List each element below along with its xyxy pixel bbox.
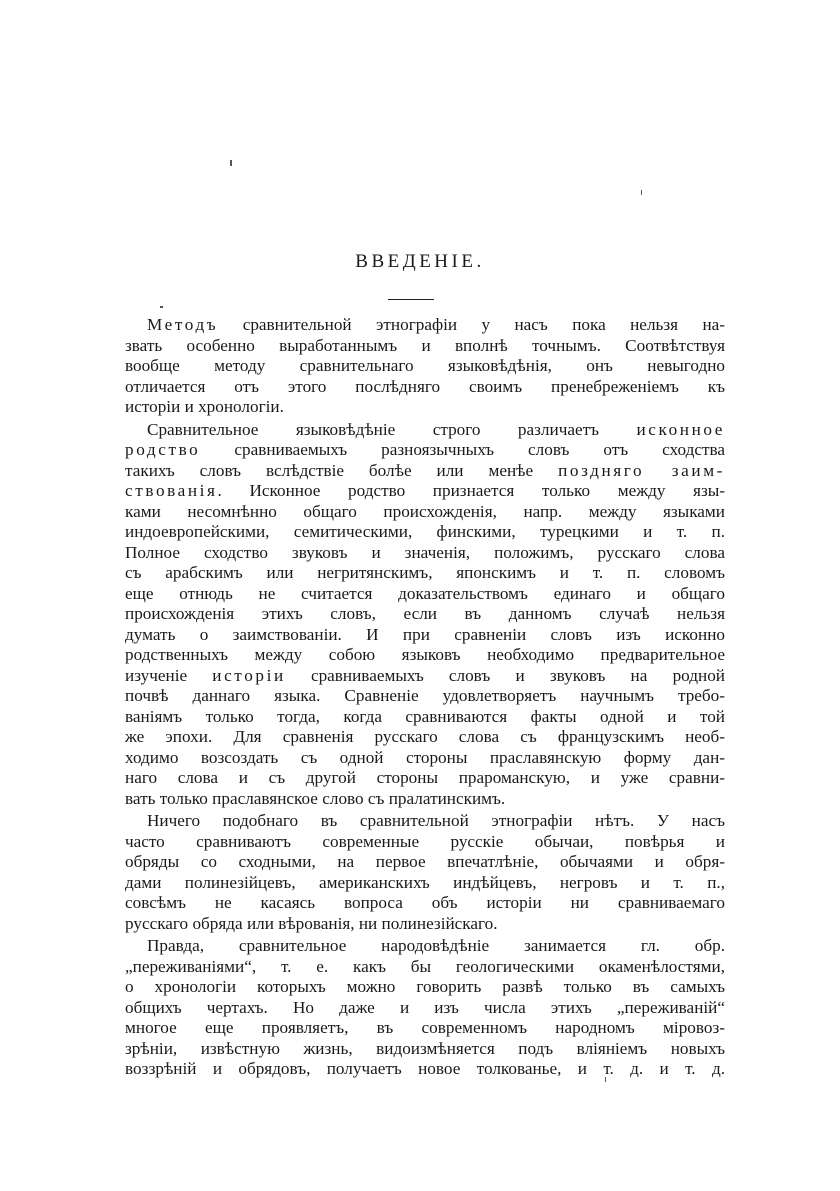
text-line [125, 727, 725, 748]
text-line [125, 336, 725, 357]
text-line [125, 563, 725, 584]
text-run: почвѣ даннаго языка. Сравненіе удовлетворяетъ научнымъ требо- [125, 686, 725, 705]
text-run: изученіе [125, 665, 213, 685]
text-line [125, 522, 725, 543]
text-line [125, 502, 725, 523]
text-line [125, 707, 725, 728]
text-line [125, 914, 725, 935]
text-line [125, 748, 725, 769]
text-run: звать особенно выработаннымъ и вполнѣ точнымъ. Соотвѣтствуя [125, 335, 725, 355]
text-run: Правда, сравнительное народовѣдѣніе занимается гл. обр. [147, 936, 725, 955]
text-run: исторіи и хронологіи. [125, 397, 284, 416]
text-run: совсѣмъ не касаясь вопроса объ исторіи ни сравниваемаго [125, 893, 725, 912]
text-line [125, 584, 725, 605]
spaced-emphasis: Методъ [147, 315, 219, 334]
paragraph [125, 811, 725, 934]
text-line [125, 998, 725, 1019]
paragraph [125, 315, 725, 418]
text-run: обряды со сходными, на первое впечатлѣніе, обычаями и обря- [125, 852, 725, 871]
text-run: общихъ чертахъ. Но даже и изъ числа этихъ „переживаній“ [125, 997, 725, 1017]
text-line [125, 645, 725, 666]
text-line [125, 936, 725, 957]
text-line [125, 1018, 725, 1039]
text-run: съ арабскимъ или негритянскимъ, японскимъ и т. п. словомъ [125, 563, 725, 582]
text-line [125, 461, 725, 482]
text-run: отличается отъ этого послѣдняго своимъ пренебреженіемъ къ [125, 376, 725, 396]
text-line [125, 811, 725, 832]
text-run: Сравнительное языковѣдѣніе строго различаетъ [147, 419, 637, 439]
text-line [125, 832, 725, 853]
spaced-emphasis: исторіи [212, 665, 286, 685]
text-run: ваніямъ только тогда, когда сравниваются факты одной и той [125, 706, 725, 726]
text-run: родственныхъ между собою языковъ необходимо предварительное [125, 645, 725, 664]
spaced-emphasis: ствованія [125, 481, 218, 500]
text-line [125, 977, 725, 998]
text-run: зрѣніи, извѣстную жизнь, видоизмѣняется подъ вліяніемъ новыхъ [125, 1038, 725, 1058]
spaced-emphasis: исконное [636, 419, 725, 439]
text-line [125, 789, 725, 810]
print-speck [160, 306, 163, 308]
text-run: дами полинезійцевъ, американскихъ индѣйцевъ, негровъ и т. п., [125, 872, 725, 892]
paragraph [125, 420, 725, 810]
text-run: Полное сходство звуковъ и значенія, положимъ, русскаго слова [125, 542, 725, 562]
text-run: . Исконное родство признается только между язы- [217, 481, 725, 500]
text-run: ходимо возсоздать съ одной стороны праславянскую форму дан- [125, 747, 725, 767]
text-line [125, 377, 725, 398]
text-line [125, 957, 725, 978]
text-run: о хронологіи которыхъ можно говорить развѣ только въ самыхъ [125, 977, 725, 996]
text-run: же эпохи. Для сравненія русскаго слова съ французскимъ необ- [125, 727, 725, 746]
text-run: думать о заимствованіи. И при сравненіи словъ изъ исконно [125, 624, 725, 644]
text-line [125, 420, 725, 441]
print-speck [641, 190, 642, 195]
text-line [125, 768, 725, 789]
text-run: ками несомнѣнно общаго происхожденія, напр. между языками [125, 501, 725, 521]
text-line [125, 1059, 725, 1080]
text-line [125, 625, 725, 646]
text-run: индоевропейскими, семитическими, финскими, турецкими и т. п. [125, 522, 725, 541]
text-run: многое еще проявляетъ, въ современномъ народномъ міровоз- [125, 1018, 725, 1037]
text-run: сравнительной этнографіи у насъ пока нельзя на- [218, 315, 725, 334]
paragraph [125, 936, 725, 1080]
text-run: Ничего подобнаго въ сравнительной этнографіи нѣтъ. У насъ [147, 811, 725, 830]
text-line [125, 440, 725, 461]
text-line [125, 356, 725, 377]
text-line [125, 686, 725, 707]
spaced-emphasis: родство [125, 440, 201, 459]
text-run: вообще методу сравнительнаго языковѣдѣнія, онъ невыгодно [125, 356, 725, 375]
page-heading: ВВЕДЕНІЕ. [355, 251, 485, 272]
text-line [125, 873, 725, 894]
text-line [125, 1039, 725, 1060]
heading-divider [388, 299, 434, 300]
text-line [125, 481, 725, 502]
print-speck [230, 160, 232, 166]
text-line [125, 893, 725, 914]
text-run: наго слова и съ другой стороны прароманскую, и уже сравни- [125, 768, 725, 787]
text-line [125, 666, 725, 687]
text-line [125, 543, 725, 564]
text-line [125, 852, 725, 873]
text-run: сравниваемыхъ словъ и звуковъ на родной [285, 665, 725, 685]
text-line [125, 397, 725, 418]
text-run: часто сравниваютъ современные русскіе обычаи, повѣрья и [125, 831, 725, 851]
text-run: вать только праславянское слово съ пралатинскимъ. [125, 788, 506, 808]
text-run: воззрѣній и обрядовъ, получаетъ новое толкованье, и т. д. и т. д. [125, 1059, 725, 1078]
text-run: „переживаніями“, т. е. какъ бы геологическими окаменѣлостями, [125, 956, 725, 976]
body-text [125, 315, 725, 1080]
text-run: русскаго обряда или вѣрованія, ни полинезійскаго. [125, 913, 498, 933]
text-run: такихъ словъ вслѣдствіе болѣе или менѣе [125, 460, 559, 480]
spaced-emphasis: поздняго заим- [558, 460, 726, 480]
text-run: еще отнюдь не считается доказательствомъ единаго и общаго [125, 583, 725, 603]
text-run: происхожденія этихъ словъ, если въ данномъ случаѣ нельзя [125, 604, 725, 623]
text-line [125, 604, 725, 625]
text-run: сравниваемыхъ разноязычныхъ словъ отъ сходства [200, 440, 725, 459]
text-line [125, 315, 725, 336]
